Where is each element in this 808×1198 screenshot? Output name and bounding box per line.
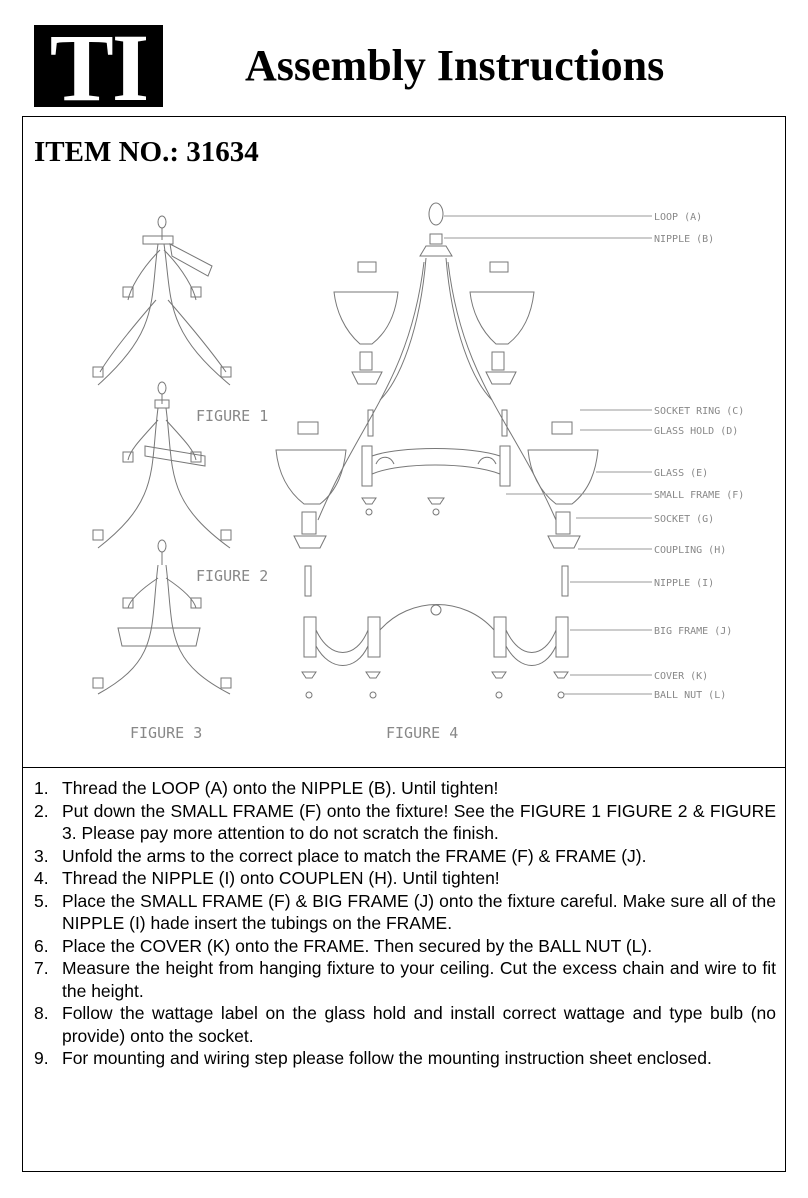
step-text: Unfold the arms to the correct place to match the FRAME (F) & FRAME (J). (62, 845, 647, 866)
step-text: Place the COVER (K) onto the FRAME. Then secured by the BALL NUT (L). (62, 935, 653, 956)
step-number: 6. (34, 935, 49, 956)
item-number-value: 31634 (186, 136, 259, 168)
step-text: Place the SMALL FRAME (F) & BIG FRAME (J) onto the fixture careful. Make sure all of the NIPPLE (I) hade insert the tubings on the FRAME. (62, 890, 776, 933)
instruction-step (34, 777, 776, 800)
step-text: Put down the SMALL FRAME (F) onto the fixture! See the FIGURE 1 FIGURE 2 & FIGURE 3. Please pay more attention to do not scratch the finish. (62, 800, 776, 843)
part-label-small-frame-f: SMALL FRAME (F) (654, 490, 745, 501)
logo-text: TI (49, 14, 148, 121)
figure-3-label: FIGURE 3 (130, 724, 203, 742)
step-number: 1. (34, 778, 49, 798)
step-number: 9. (34, 1048, 49, 1068)
leader-lines (444, 216, 652, 694)
instruction-step (34, 1002, 776, 1047)
figure-3-drawing (93, 540, 231, 694)
part-label-coupling-h: COUPLING (H) (654, 545, 727, 556)
figure-4-label: FIGURE 4 (386, 724, 459, 742)
step-text: Thread the NIPPLE (I) onto COUPLEN (H). Until tighten! (62, 868, 500, 888)
figure-1-drawing (93, 216, 231, 385)
step-number: 8. (34, 1003, 49, 1023)
item-number-heading (34, 136, 259, 169)
step-text: Follow the wattage label on the glass hold and install correct wattage and type bulb (no provide) onto the socket. (62, 1003, 776, 1046)
step-number: 5. (34, 890, 49, 911)
step-number: 2. (34, 800, 49, 821)
step-number: 4. (34, 868, 49, 888)
figure-4-drawing (276, 203, 598, 698)
part-label-socket-ring-c: SOCKET RING (C) (654, 406, 745, 417)
step-number: 7. (34, 958, 49, 978)
instruction-step (34, 845, 776, 868)
figure-2-label: FIGURE 2 (196, 567, 269, 585)
part-label-glass-hold-d: GLASS HOLD (D) (654, 426, 739, 437)
section-divider (22, 767, 786, 768)
step-number: 3. (34, 845, 49, 866)
instruction-step (34, 957, 776, 1002)
brand-logo (34, 14, 163, 121)
part-label-nipple-b: NIPPLE (B) (654, 234, 715, 245)
step-text: Measure the height from hanging fixture to your ceiling. Cut the excess chain and wire to fit the height. (62, 958, 776, 1001)
instruction-step (34, 1047, 776, 1070)
assembly-diagram (80, 190, 780, 750)
page-title: Assembly Instructions (245, 41, 665, 90)
instruction-steps (34, 777, 776, 1070)
instruction-step (34, 800, 776, 845)
item-number-label: ITEM NO.: (34, 136, 179, 168)
part-label-ball-nut-l: BALL NUT (L) (654, 690, 727, 701)
part-label-loop-a: LOOP (A) (654, 212, 703, 223)
part-label-big-frame-j: BIG FRAME (J) (654, 626, 733, 637)
instruction-step (34, 935, 776, 958)
part-label-socket-g: SOCKET (G) (654, 514, 715, 525)
part-label-glass-e: GLASS (E) (654, 468, 709, 479)
step-text: For mounting and wiring step please follow the mounting instruction sheet enclosed. (62, 1048, 712, 1068)
figure-1-label: FIGURE 1 (196, 407, 269, 425)
part-label-cover-k: COVER (K) (654, 671, 709, 682)
part-label-nipple-i: NIPPLE (I) (654, 578, 715, 589)
instruction-step (34, 890, 776, 935)
step-text: Thread the LOOP (A) onto the NIPPLE (B). Until tighten! (62, 778, 499, 798)
instruction-step (34, 867, 776, 890)
